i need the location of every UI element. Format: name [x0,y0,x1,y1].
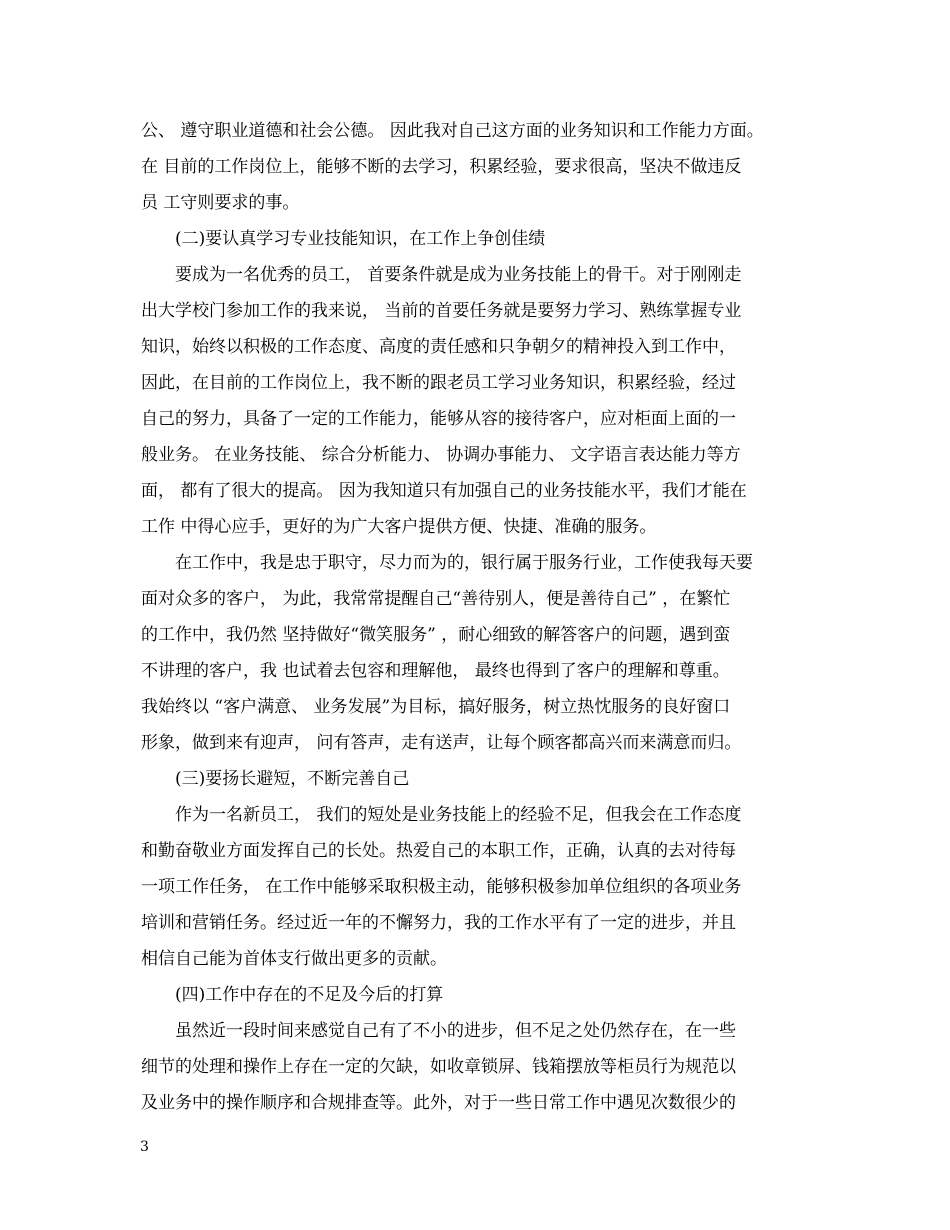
text-line: 在工作中，我是忠于职守，尽力而为的，银行属于服务行业，工作使我每天要 [175,553,753,573]
text-line: 要成为一名优秀的员工， 首要条件就是成为业务技能上的骨干。对于刚刚走 [175,265,742,285]
text-line: 面， 都有了很大的提高。 因为我知道只有加强自己的业务技能水平，我们才能在 [141,481,747,501]
text-line: 我始终以 “客户满意、 业务发展”为目标，搞好服务，树立热忱服务的良好窗口 [141,697,731,717]
text-line: 面对众多的客户， 为此，我常常提醒自己“善待别人，便是善待自己” ，在繁忙 [141,589,731,609]
text-line: 及业务中的操作顺序和合规排查等。此外，对于一些日常工作中遇见次数很少的 [141,1093,736,1113]
text-line: 自己的努力，具备了一定的工作能力，能够从容的接待客户，应对柜面上面的一 [141,409,736,429]
text-line: 工作 中得心应手，更好的为广大客户提供方便、快捷、准确的服务。 [141,517,657,537]
text-line: 不讲理的客户，我 也试着去包容和理解他， 最终也得到了客户的理解和尊重。 [141,661,730,681]
text-line: 般业务。 在业务技能、 综合分析能力、 协调办事能力、 文字语言表达能力等方 [141,445,741,465]
text-line: 形象，做到来有迎声， 问有答声，走有送声，让每个顾客都高兴而来满意而归。 [141,733,742,753]
text-line: 一项工作任务， 在工作中能够采取积极主动，能够积极参加单位组织的各项业务 [141,877,742,897]
text-line: 的工作中，我仍然 坚持做好“微笑服务” ，耐心细致的解答客户的问题，遇到蛮 [141,625,731,645]
text-line: 知识，始终以积极的工作态度、高度的责任感和只争朝夕的精神投入到工作中， [141,337,736,357]
page-number: 3 [140,1139,149,1155]
text-line: 和勤奋敬业方面发挥自己的长处。热爱自己的本职工作，正确，认真的去对待每 [141,841,736,861]
section-heading: (二)要认真学习专业技能知识，在工作上争创佳绩 [175,229,546,249]
text-line: 相信自己能为首体支行做出更多的贡献。 [141,949,447,969]
text-line: 因此，在目前的工作岗位上，我不断的跟老员工学习业务知识，积累经验，经过 [141,373,736,393]
text-line: 作为一名新员工， 我们的短处是业务技能上的经验不足，但我会在工作态度 [175,805,742,825]
text-line: 培训和营销任务。经过近一年的不懈努力，我的工作水平有了一定的进步，并且 [141,913,736,933]
text-line: 虽然近一段时间来感觉自己有了不小的进步，但不足之处仍然存在，在一些 [175,1021,736,1041]
text-line: 在 目前的工作岗位上，能够不断的去学习，积累经验，要求很高，坚决不做违反 [141,157,742,177]
section-heading: (四)工作中存在的不足及今后的打算 [175,985,444,1005]
text-line: 出大学校门参加工作的我来说， 当前的首要任务就是要努力学习、熟练掌握专业 [141,301,742,321]
text-line: 公、 遵守职业道德和社会公德。 因此我对自己这方面的业务知识和工作能力方面。 [141,121,764,141]
text-line: 员 工守则要求的事。 [141,193,300,213]
text-line: 细节的处理和操作上存在一定的欠缺，如收章锁屏、钱箱摆放等柜员行为规范以 [141,1057,736,1077]
section-heading: (三)要扬长避短，不断完善自己 [175,769,410,789]
